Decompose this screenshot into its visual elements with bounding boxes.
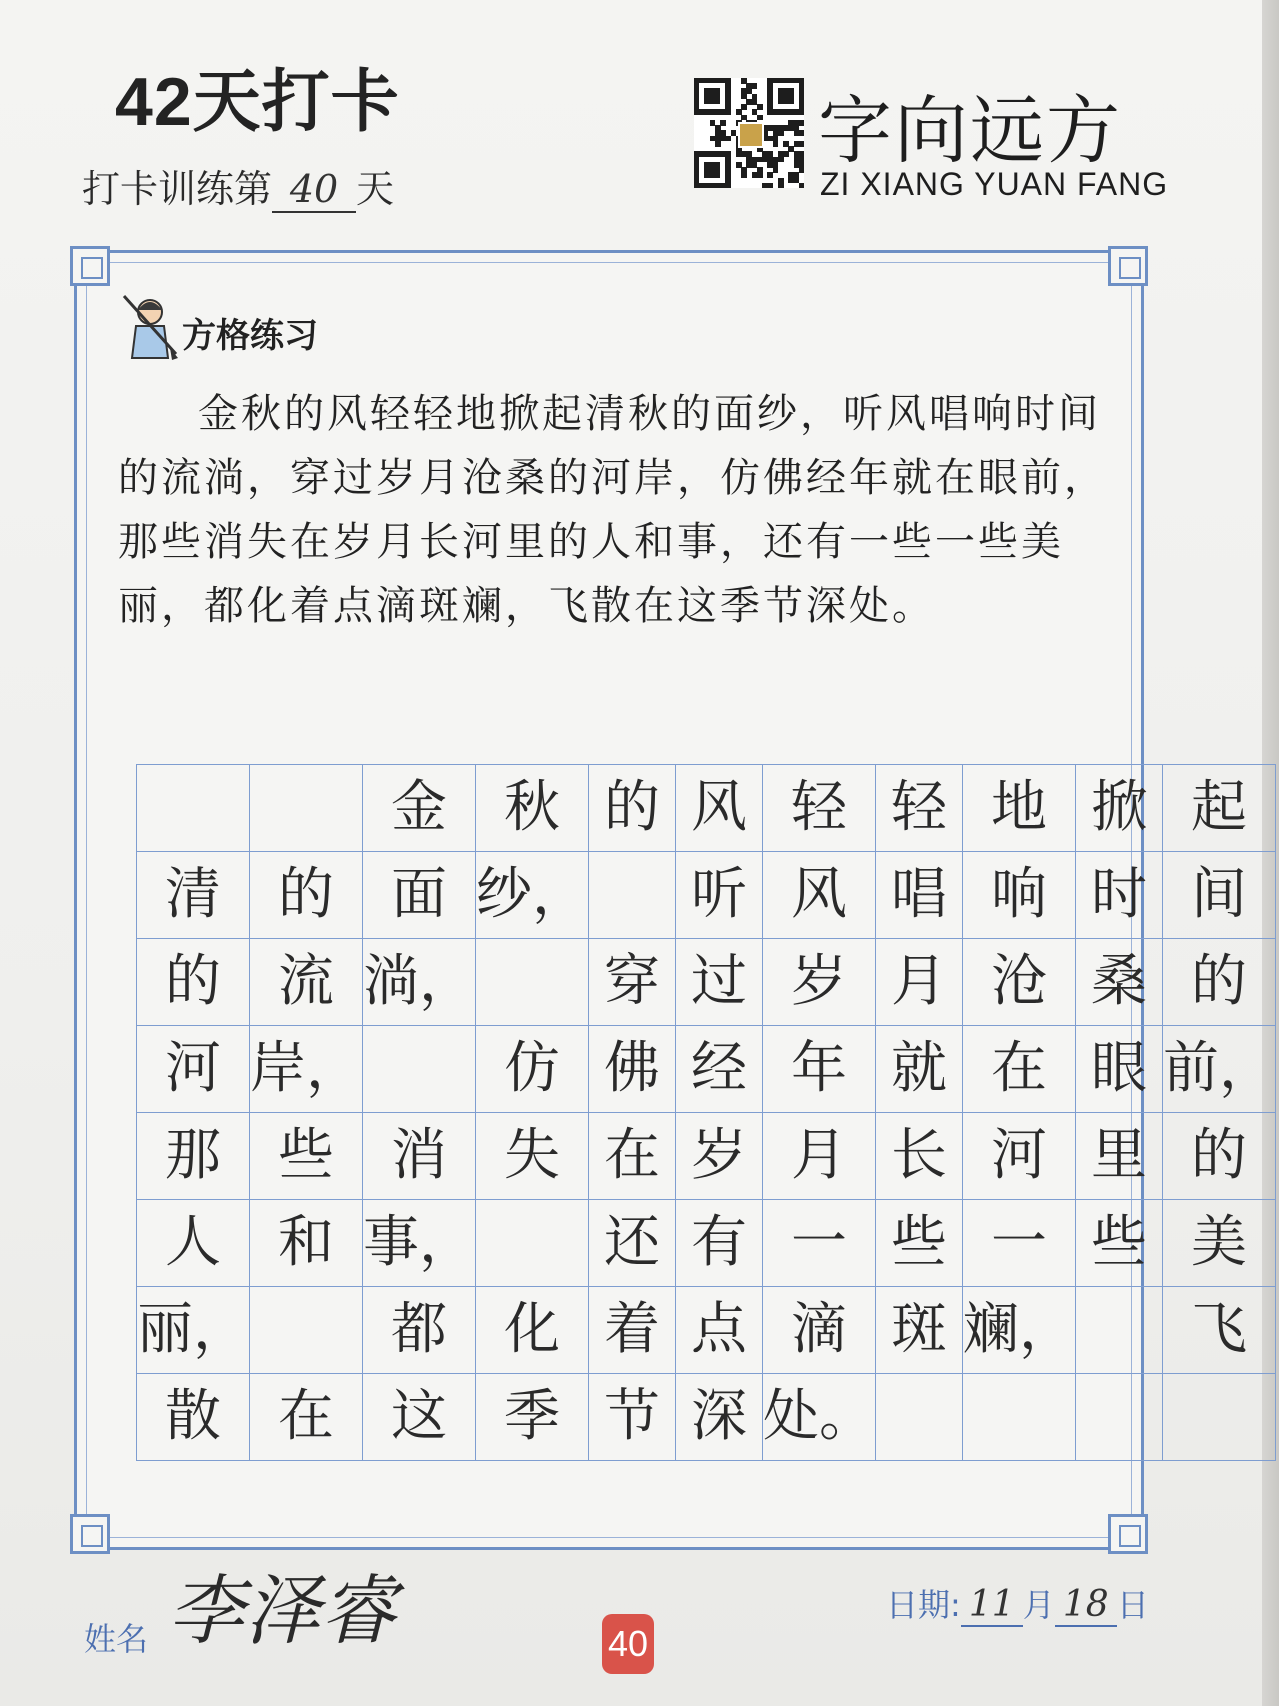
grid-cell: 风 [763,852,876,939]
grid-cell: 年 [763,1026,876,1113]
grid-cell: 流 [250,939,363,1026]
frame-corner-ornament [70,246,110,286]
model-passage: 金秋的风轻轻地掀起清秋的面纱，听风唱响时间的流淌，穿过岁月沧桑的河岸，仿佛经年就在眼前，那些消失在岁月长河里的人和事，还有一些一些美丽，都化着点滴斑斓，飞散在这季节深处。 [118,391,1107,629]
grid-cell: 月 [763,1113,876,1200]
name-label: 姓名 [84,1620,149,1658]
date-day: 18 [1055,1584,1117,1627]
grid-cell [476,1200,589,1287]
grid-cell: 失 [476,1113,589,1200]
grid-cell: 沧 [963,939,1076,1026]
grid-cell: 在 [250,1374,363,1461]
day-counter-prefix: 打卡训练第 [82,167,273,211]
grid-cell: 岸， [250,1026,363,1113]
grid-cell: 的 [1163,1113,1276,1200]
grid-cell: 佛 [589,1026,676,1113]
grid-cell: 滴 [763,1287,876,1374]
grid-cell: 掀 [1076,765,1163,852]
grid-cell: 里 [1076,1113,1163,1200]
date-month: 11 [961,1584,1023,1627]
date-label: 日期: [886,1586,961,1624]
grid-row [137,1026,1276,1113]
grid-cell: 时 [1076,852,1163,939]
grid-cell: 仿 [476,1026,589,1113]
student-with-brush-icon [120,292,182,362]
grid-cell: 些 [250,1113,363,1200]
grid-cell: 听 [676,852,763,939]
grid-cell: 风 [676,765,763,852]
grid-cell: 人 [137,1200,250,1287]
grid-cell: 那 [137,1113,250,1200]
grid-cell: 这 [363,1374,476,1461]
grid-row [137,765,1276,852]
grid-cell: 就 [876,1026,963,1113]
grid-cell: 轻 [763,765,876,852]
day-number-field: 40 [272,167,356,213]
grid-cell: 穿 [589,939,676,1026]
grid-cell: 斓， [963,1287,1076,1374]
grid-cell: 的 [589,765,676,852]
grid-cell [1076,1374,1163,1461]
grid-cell [137,765,250,852]
grid-cell: 轻 [876,765,963,852]
grid-cell: 都 [363,1287,476,1374]
grid-cell: 过 [676,939,763,1026]
grid-cell: 的 [1163,939,1276,1026]
day-counter [82,158,394,213]
grid-cell: 间 [1163,852,1276,939]
grid-cell [363,1026,476,1113]
grid-cell: 的 [250,852,363,939]
frame-corner-ornament [1108,246,1148,286]
grid-cell: 丽， [137,1287,250,1374]
grid-cell: 纱， [476,852,589,939]
practice-grid [136,764,1276,1461]
grid-cell: 唱 [876,852,963,939]
grid-cell: 还 [589,1200,676,1287]
grid-cell: 点 [676,1287,763,1374]
grid-cell [963,1374,1076,1461]
grid-cell: 响 [963,852,1076,939]
grid-cell: 一 [963,1200,1076,1287]
section-title: 方格练习 [182,316,318,356]
grid-cell: 河 [137,1026,250,1113]
brand-pinyin: ZI XIANG YUAN FANG [820,166,1169,202]
date-month-unit: 月 [1022,1586,1055,1624]
student-name: 李泽睿 [168,1566,396,1655]
grid-cell [250,765,363,852]
grid-cell: 金 [363,765,476,852]
page-number-badge: 40 [602,1614,654,1674]
grid-cell: 秋 [476,765,589,852]
grid-cell: 河 [963,1113,1076,1200]
grid-cell: 在 [963,1026,1076,1113]
grid-cell [876,1374,963,1461]
grid-cell: 消 [363,1113,476,1200]
grid-cell: 处。 [763,1374,876,1461]
worksheet-title: 42天打卡 [115,64,400,140]
grid-cell [589,852,676,939]
frame-corner-ornament [1108,1514,1148,1554]
grid-cell: 地 [963,765,1076,852]
grid-cell: 和 [250,1200,363,1287]
grid-cell: 长 [876,1113,963,1200]
grid-cell: 季 [476,1374,589,1461]
date-field [886,1580,1149,1627]
grid-row [137,1113,1276,1200]
grid-cell [250,1287,363,1374]
grid-cell: 月 [876,939,963,1026]
grid-cell: 岁 [763,939,876,1026]
grid-row [137,1200,1276,1287]
grid-cell: 深 [676,1374,763,1461]
grid-cell: 面 [363,852,476,939]
qr-code-icon [694,78,804,188]
grid-cell [1163,1374,1276,1461]
grid-cell: 前， [1163,1026,1276,1113]
grid-cell: 的 [137,939,250,1026]
grid-cell: 事， [363,1200,476,1287]
grid-row [137,939,1276,1026]
grid-cell: 美 [1163,1200,1276,1287]
frame-corner-ornament [70,1514,110,1554]
grid-cell: 节 [589,1374,676,1461]
grid-cell: 眼 [1076,1026,1163,1113]
grid-cell: 桑 [1076,939,1163,1026]
grid-cell: 散 [137,1374,250,1461]
grid-cell: 着 [589,1287,676,1374]
grid-cell: 斑 [876,1287,963,1374]
grid-row [137,1287,1276,1374]
grid-cell: 化 [476,1287,589,1374]
grid-cell: 些 [876,1200,963,1287]
grid-cell: 经 [676,1026,763,1113]
grid-cell: 飞 [1163,1287,1276,1374]
grid-cell [476,939,589,1026]
grid-cell: 淌， [363,939,476,1026]
grid-row [137,852,1276,939]
grid-cell: 岁 [676,1113,763,1200]
grid-cell: 一 [763,1200,876,1287]
grid-row [137,1374,1276,1461]
grid-cell [1076,1287,1163,1374]
grid-cell: 在 [589,1113,676,1200]
date-day-unit: 日 [1116,1586,1149,1624]
day-counter-suffix: 天 [356,167,395,211]
grid-cell: 起 [1163,765,1276,852]
grid-cell: 有 [676,1200,763,1287]
grid-cell: 清 [137,852,250,939]
grid-cell: 些 [1076,1200,1163,1287]
brand-logo: 字向远方 [818,88,1122,174]
